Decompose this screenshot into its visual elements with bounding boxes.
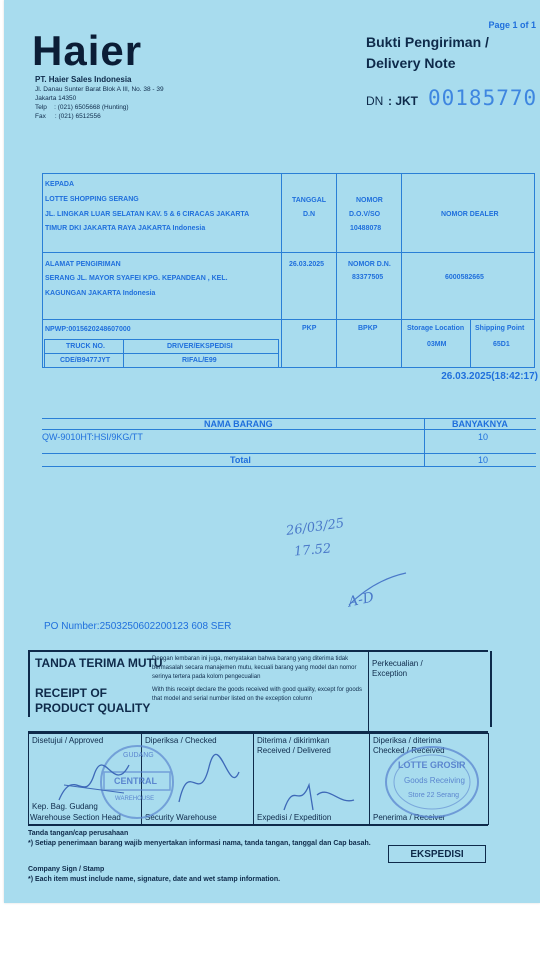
receipt-left-bracket xyxy=(28,651,30,717)
po-number: PO Number:2503250602200123 608 SER xyxy=(44,621,232,632)
driver-label: DRIVER/EKSPEDISI xyxy=(167,343,233,350)
delivered-signature xyxy=(279,775,359,815)
sig-security-label: Security Warehouse xyxy=(145,813,217,822)
lotte-stamp-line1: LOTTE GROSIR xyxy=(398,760,466,770)
receipt-text-en: With this receipt declare the goods received with good quality, except for goods that model and serial number listed on the exception column xyxy=(152,687,363,702)
nomor-value: 10488078 xyxy=(350,225,382,232)
items-col-name: NAMA BARANG xyxy=(204,419,273,429)
storage-label: Storage Location xyxy=(407,325,465,332)
alamat-line2: KAGUNGAN JAKARTA Indonesia xyxy=(45,290,156,297)
shipping-value: 65D1 xyxy=(493,341,510,348)
sig-left-border xyxy=(28,733,29,825)
company-address: Jl. Danau Sunter Barat Blok A III, No. 38 - 39 xyxy=(35,86,164,93)
sig-right-border xyxy=(488,733,489,825)
warehouse-stamp-line2: CENTRAL xyxy=(114,776,157,786)
tanggal-sub: D.N xyxy=(303,211,316,218)
lotte-stamp-line3: Store 22 Serang xyxy=(408,792,459,799)
company-logo: Haier xyxy=(32,27,143,74)
company-fax: Fax : (021) 6512556 xyxy=(35,113,101,120)
dn-number: 00185770 xyxy=(428,86,538,110)
dn-label: DN xyxy=(366,94,384,108)
dn-prefix: : JKT xyxy=(388,94,418,108)
items-col-qty: BANYAKNYA xyxy=(452,419,508,429)
handwritten-stroke xyxy=(344,565,414,615)
ekspedisi-box: EKSPEDISI xyxy=(388,845,486,863)
sig-kep-bag-2: Warehouse Section Head xyxy=(30,813,121,822)
nomor-dn-value: 83377505 xyxy=(352,274,384,281)
item-name: QW-9010HT:HSI/9KG/TT xyxy=(42,432,143,442)
company-city: Jakarta 14350 xyxy=(35,95,77,102)
item-qty: 10 xyxy=(478,432,489,442)
nomor-label: NOMOR xyxy=(356,197,383,204)
company-telp: Telp : (021) 6505668 (Hunting) xyxy=(35,104,129,111)
document-subtitle: Delivery Note xyxy=(366,55,456,71)
truck-value: CDE/B9477JYT xyxy=(60,357,111,364)
receipt-top-rule xyxy=(28,650,488,652)
delivery-note-sheet xyxy=(4,0,540,903)
kepada-label: KEPADA xyxy=(45,181,75,188)
kepada-line1: LOTTE SHOPPING SERANG xyxy=(45,196,139,203)
print-timestamp: 26.03.2025(18:42:17) xyxy=(441,371,538,382)
sig-divider-3 xyxy=(369,733,370,825)
items-bottom-line xyxy=(42,453,536,467)
items-total-value: 10 xyxy=(478,455,489,465)
nomor-dn-label: NOMOR D.N. xyxy=(348,261,391,268)
npwp-value: NPWP:0015620248607000 xyxy=(45,326,131,333)
tanggal-label: TANGGAL xyxy=(292,197,327,204)
pkp-label: PKP xyxy=(302,325,317,332)
document-title: Bukti Pengiriman / xyxy=(366,34,489,50)
footer-company-sign: Company Sign / Stamp xyxy=(28,866,105,873)
shipping-label: Shipping Point xyxy=(475,325,525,332)
dealer-value: 6000582665 xyxy=(445,274,484,281)
dealer-label: NOMOR DEALER xyxy=(441,211,499,218)
lotte-stamp-line2: Goods Receiving xyxy=(404,776,465,785)
handwritten-time: 17.52 xyxy=(293,541,332,560)
items-total-label: Total xyxy=(230,455,251,465)
sig-checked-label: Diperiksa / Checked xyxy=(145,736,217,745)
sig-receiver-label: Penerima / Receiver xyxy=(373,813,446,822)
sig-kep-bag-1: Kep. Bag. Gudang xyxy=(32,802,98,811)
page-number: Page 1 of 1 xyxy=(488,20,536,30)
alamat-line1: SERANG JL. MAYOR SYAFEI KPG. KEPANDEAN , KEL. xyxy=(45,275,228,282)
footer-tanda-label: Tanda tangan/cap perusahaan xyxy=(28,830,129,837)
sig-top-rule xyxy=(28,733,488,734)
receipt-title-en: RECEIPT OF PRODUCT QUALITY xyxy=(35,686,151,715)
sig-checked-received-label: Diperiksa / diterima Checked / Received xyxy=(373,736,445,755)
warehouse-stamp-line3: WAREHOUSE xyxy=(115,796,155,802)
footer-note-en: *) Each item must include name, signature, date and wet stamp information. xyxy=(28,876,281,883)
kepada-line2: JL. LINGKAR LUAR SELATAN KAV. 5 & 6 CIRACAS JAKARTA xyxy=(45,211,250,218)
driver-value: RIFAL/E99 xyxy=(182,357,217,364)
handwritten-date: 26/03/25 xyxy=(285,516,346,539)
approved-signature xyxy=(54,755,134,810)
company-name: PT. Haier Sales Indonesia xyxy=(35,75,132,84)
truck-label: TRUCK NO. xyxy=(66,343,105,350)
warehouse-stamp-line1: GUDANG xyxy=(123,752,154,759)
receipt-right-bracket xyxy=(490,651,492,727)
kepada-line3: TIMUR DKI JAKARTA RAYA JAKARTA Indonesia xyxy=(45,225,206,232)
handwritten-initials: A-D xyxy=(346,589,376,611)
nomor-sub: D.O.V/SO xyxy=(349,211,381,218)
receipt-title-id: TANDA TERIMA MUTU xyxy=(35,656,163,670)
receipt-exception-label: Perkecualian / Exception xyxy=(372,659,423,678)
sig-expedition-label: Expedisi / Expedition xyxy=(257,813,332,822)
bpkp-label: BPKP xyxy=(358,325,378,332)
sig-divider-2 xyxy=(253,733,254,825)
dealer-value-cell xyxy=(401,252,535,320)
checked-signature xyxy=(174,752,244,812)
footer-note-id: *) Setiap penerimaan barang wajib menyertakan informasi nama, tanda tangan, tanggal dan Cap basah. xyxy=(28,840,371,847)
sig-approved-label: Disetujui / Approved xyxy=(32,736,104,745)
tanggal-value: 26.03.2025 xyxy=(289,261,325,268)
receipt-text-id: Dengan lembaran ini juga, menyatakan bahwa barang yang diterima tidak bermasalah secara manajemen mutu, kecuali barang yang model dan nomor serinya tertera pada kolom pengecualian xyxy=(152,656,357,680)
alamat-label: ALAMAT PENGIRIMAN xyxy=(45,261,121,268)
receipt-right-divider xyxy=(368,651,369,731)
storage-value: 03MM xyxy=(427,341,447,348)
sig-bottom-rule xyxy=(28,824,488,826)
sig-received-delivered-label: Diterima / dikirimkan Received / Delivered xyxy=(257,736,331,755)
